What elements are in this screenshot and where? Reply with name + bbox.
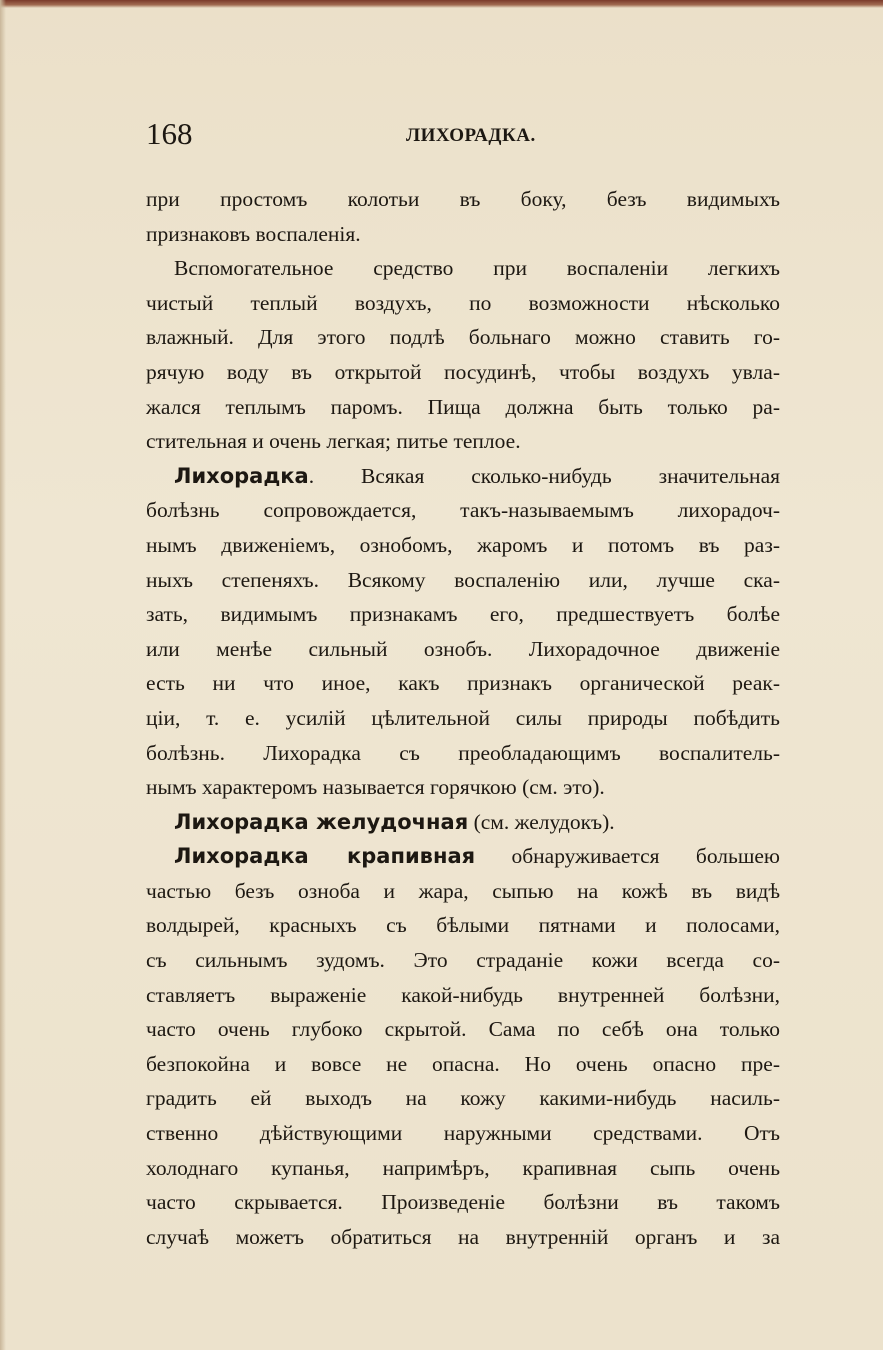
text-line	[146, 251, 780, 286]
line-text: нымъ характеромъ называется горячкою (см. это).	[146, 775, 605, 800]
text-line	[146, 1047, 780, 1082]
line-text: при простомъ колотьи въ боку, безъ видимыхъ	[146, 187, 780, 211]
text-line	[146, 908, 780, 943]
line-text: часто скрывается. Произведеніе болѣзни въ такомъ	[146, 1190, 780, 1215]
page-left-edge	[0, 0, 6, 1350]
line-text: признаковъ воспаленія.	[146, 221, 361, 246]
line-text: холоднаго купанья, напримѣръ, крапивная сыпь очень	[146, 1155, 780, 1180]
line-text: есть ни что иное, какъ признакъ органической реак-	[146, 671, 780, 696]
entry-term: Лихорадка крапивная	[174, 844, 476, 869]
text-line	[146, 355, 780, 390]
line-text: стительная и очень легкая; питье теплое.	[146, 429, 521, 454]
line-text: ціи, т. е. усилій цѣлительной силы природы побѣдить	[146, 705, 780, 730]
line-text: болѣзнь. Лихорадка съ преобладающимъ воспалитель-	[146, 740, 780, 765]
text-line	[146, 874, 780, 909]
line-text: . Всякая сколько-нибудь значительная	[308, 463, 780, 488]
line-text: зать, видимымъ признакамъ его, предшествуетъ болѣе	[146, 602, 780, 627]
running-head: ЛИХОРАДКА.	[406, 125, 536, 146]
line-text: ставляетъ выраженіе какой-нибудь внутренней болѣзни,	[146, 982, 780, 1007]
line-text: частью безъ озноба и жара, сыпью на кожѣ въ видѣ	[146, 878, 780, 903]
text-line	[146, 666, 780, 701]
text-line	[146, 805, 780, 840]
line-text: ныхъ степеняхъ. Всякому воспаленію или, лучше ска-	[146, 567, 780, 592]
line-text: ственно дѣйствующими наружными средствами. Отъ	[146, 1121, 780, 1146]
line-text: влажный. Для этого подлѣ больнаго можно ставить го-	[146, 325, 780, 350]
text-line	[146, 182, 780, 217]
text-line	[146, 459, 780, 494]
line-text: чистый теплый воздухъ, по возможности нѣсколько	[146, 290, 780, 315]
line-text: обнаруживается большею	[475, 844, 780, 869]
line-text: волдырей, красныхъ съ бѣлыми пятнами и полосами,	[146, 913, 780, 938]
text-line	[146, 943, 780, 978]
text-line	[146, 770, 780, 805]
entry-term: Лихорадка	[174, 463, 309, 488]
page-header	[146, 116, 786, 156]
body-text	[146, 182, 780, 1254]
page-number: 168	[146, 116, 193, 151]
line-text: рячую воду въ открытой посудинѣ, чтобы воздухъ увла-	[146, 359, 780, 384]
line-text: или менѣе сильный ознобъ. Лихорадочное движеніе	[146, 636, 780, 661]
text-line	[146, 217, 780, 252]
text-line	[146, 632, 780, 667]
text-line	[146, 1185, 780, 1220]
line-text: съ сильнымъ зудомъ. Это страданіе кожи всегда со-	[146, 948, 780, 973]
text-line	[146, 597, 780, 632]
text-line	[146, 528, 780, 563]
line-text: градить ей выходъ на кожу какими-нибудь насиль-	[146, 1086, 780, 1111]
text-line	[146, 1081, 780, 1116]
line-text: жался теплымъ паромъ. Пища должна быть только ра-	[146, 394, 780, 419]
text-line	[146, 320, 780, 355]
text-line	[146, 1220, 780, 1255]
text-line	[146, 1116, 780, 1151]
text-line	[146, 978, 780, 1013]
line-text: нымъ движеніемъ, ознобомъ, жаромъ и потомъ въ раз-	[146, 532, 780, 557]
text-line	[146, 736, 780, 771]
line-text: Вспомогательное средство при воспаленіи легкихъ	[174, 256, 780, 281]
entry-term: Лихорадка желудочная	[174, 809, 469, 834]
text-line	[146, 1012, 780, 1047]
line-text: случаѣ можетъ обратиться на внутренній органъ и за	[146, 1224, 780, 1249]
text-line	[146, 493, 780, 528]
line-text: болѣзнь сопровождается, такъ-называемымъ лихорадоч-	[146, 498, 780, 523]
page-top-edge	[0, 0, 883, 8]
text-line	[146, 1151, 780, 1186]
text-line	[146, 701, 780, 736]
line-text: часто очень глубоко скрытой. Сама по себѣ она только	[146, 1017, 780, 1042]
text-line	[146, 286, 780, 321]
text-line	[146, 390, 780, 425]
line-text: (см. желудокъ).	[468, 809, 615, 834]
text-line	[146, 563, 780, 598]
line-text: безпокойна и вовсе не опасна. Но очень опасно пре-	[146, 1051, 780, 1076]
text-line	[146, 839, 780, 874]
text-line	[146, 424, 780, 459]
